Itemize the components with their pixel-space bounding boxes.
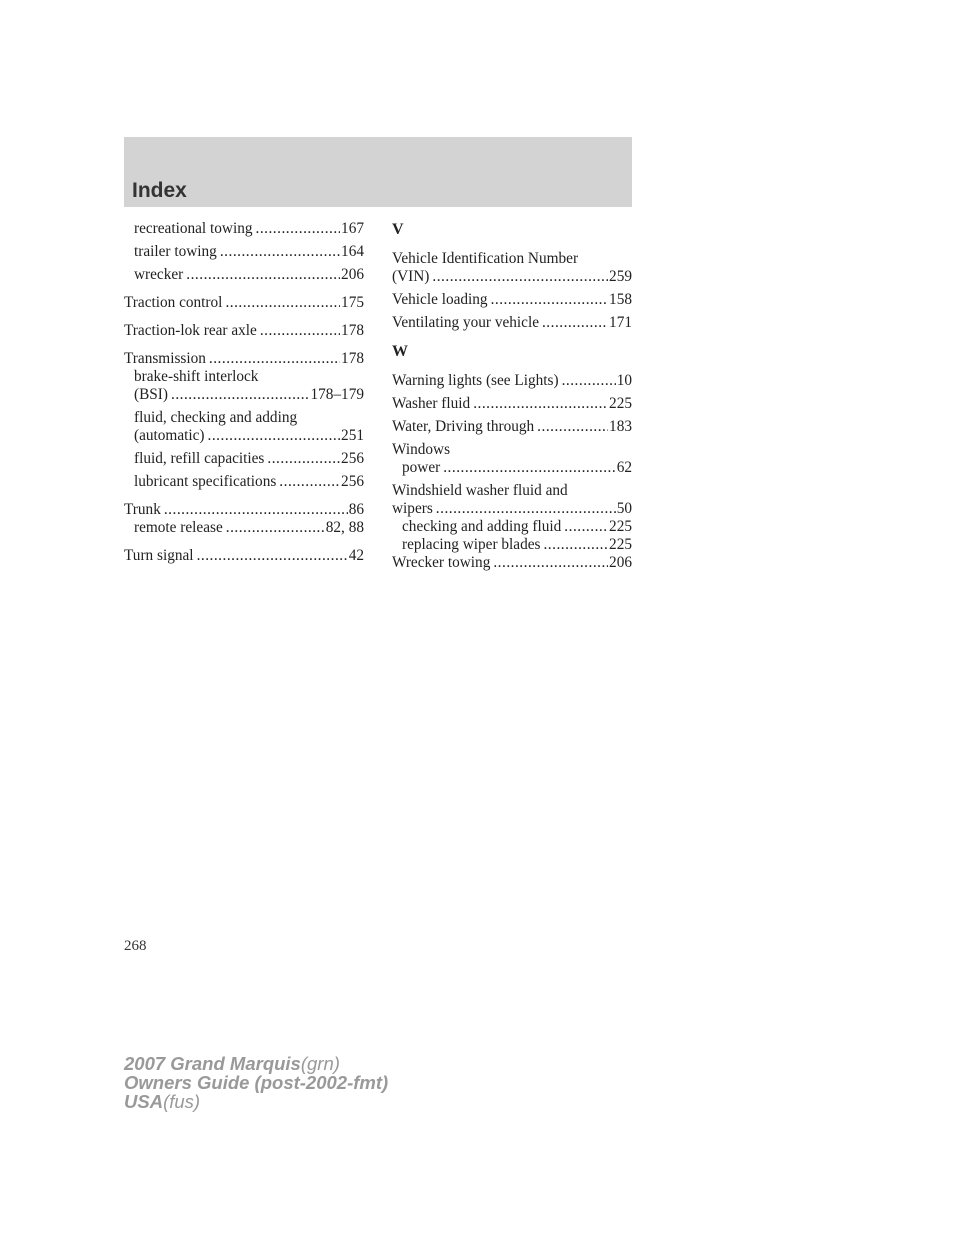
index-entry — [124, 350, 364, 368]
dot-leader — [542, 314, 608, 332]
index-entry — [392, 554, 632, 572]
index-entry — [124, 501, 364, 519]
footer-line-1 — [124, 1054, 388, 1073]
index-page-ref: 158 — [609, 291, 632, 308]
index-heading: fluid, checking and adding — [134, 409, 298, 426]
index-entry — [392, 291, 632, 309]
index-entry — [124, 519, 364, 537]
dot-leader — [256, 220, 341, 238]
dot-leader — [537, 418, 608, 436]
index-heading: brake-shift interlock — [134, 368, 259, 385]
index-page-ref: 256 — [341, 450, 364, 467]
dot-leader — [171, 386, 309, 404]
dot-leader — [226, 519, 325, 537]
index-term: Transmission — [124, 350, 206, 367]
index-entry — [124, 243, 364, 261]
index-page-ref: 178 — [341, 350, 364, 367]
dot-leader — [260, 322, 340, 340]
index-section-letter: W — [392, 343, 408, 360]
index-column-right — [392, 220, 632, 572]
footer-model-code: (grn) — [300, 1053, 340, 1074]
index-entry — [124, 322, 364, 340]
index-page-ref: 167 — [341, 220, 364, 237]
dot-leader — [197, 547, 348, 565]
dot-leader — [220, 243, 340, 261]
index-term: Vehicle loading — [392, 291, 488, 308]
index-entry — [392, 518, 632, 536]
footer-line-2 — [124, 1073, 388, 1092]
index-page-ref: 251 — [341, 427, 364, 444]
footer-model: 2007 Grand Marquis — [124, 1053, 301, 1074]
index-term: wipers — [392, 500, 433, 517]
index-page-ref: 171 — [609, 314, 632, 331]
dot-leader — [562, 372, 616, 390]
index-term: lubricant specifications — [134, 473, 277, 490]
index-term: wrecker — [134, 266, 184, 283]
index-entry — [392, 459, 632, 477]
dot-leader — [493, 554, 608, 572]
index-page-ref: 225 — [609, 518, 632, 535]
index-entry — [392, 500, 632, 518]
dot-leader — [436, 500, 616, 518]
dot-leader — [225, 294, 340, 312]
index-entry — [124, 386, 364, 404]
index-entry — [124, 450, 364, 468]
index-page-ref: 206 — [341, 266, 364, 283]
index-term: Wrecker towing — [392, 554, 491, 571]
index-section-letter: V — [392, 221, 404, 238]
dot-leader — [279, 473, 340, 491]
index-entry — [392, 268, 632, 286]
index-term: Ventilating your vehicle — [392, 314, 539, 331]
index-term: trailer towing — [134, 243, 217, 260]
index-page-ref: 42 — [348, 547, 364, 564]
index-column-left — [124, 220, 364, 565]
dot-leader — [208, 427, 341, 445]
index-term: Traction-lok rear axle — [124, 322, 257, 339]
index-entry — [124, 294, 364, 312]
index-heading: Vehicle Identification Number — [392, 250, 579, 267]
index-term: (BSI) — [134, 386, 168, 403]
dot-leader — [443, 459, 615, 477]
index-page-ref: 86 — [348, 501, 364, 518]
footer — [124, 1054, 388, 1111]
index-term: Washer fluid — [392, 395, 471, 412]
index-entry — [392, 372, 632, 390]
footer-market-code: (fus) — [163, 1091, 201, 1112]
index-term: power — [402, 459, 441, 476]
dot-leader — [473, 395, 608, 413]
footer-line-3 — [124, 1092, 388, 1111]
index-page-ref: 206 — [609, 554, 632, 571]
index-term: recreational towing — [134, 220, 253, 237]
index-page-ref: 225 — [609, 395, 632, 412]
index-term: Trunk — [124, 501, 161, 518]
index-page-ref: 10 — [616, 372, 632, 389]
index-term: Warning lights (see Lights) — [392, 372, 559, 389]
index-term: (VIN) — [392, 268, 430, 285]
page-title: Index — [132, 179, 187, 202]
index-entry — [124, 266, 364, 284]
index-entry — [392, 536, 632, 554]
index-entry — [124, 220, 364, 238]
index-page-ref: 183 — [609, 418, 632, 435]
dot-leader — [432, 268, 608, 286]
dot-leader — [164, 501, 348, 519]
index-page-ref: 178 — [341, 322, 364, 339]
dot-leader — [491, 291, 608, 309]
index-page-ref: 225 — [609, 536, 632, 553]
index-entry — [392, 418, 632, 436]
footer-market: USA — [124, 1091, 164, 1112]
index-term: replacing wiper blades — [402, 536, 541, 553]
index-heading: Windshield washer fluid and — [392, 482, 568, 499]
index-page-ref: 50 — [616, 500, 632, 517]
index-term: checking and adding fluid — [402, 518, 562, 535]
index-page-ref: 178–179 — [310, 386, 364, 403]
index-term: Water, Driving through — [392, 418, 535, 435]
index-entry — [124, 473, 364, 491]
dot-leader — [267, 450, 340, 468]
index-term: Traction control — [124, 294, 223, 311]
dot-leader — [209, 350, 340, 368]
header-band — [124, 137, 632, 207]
index-page-ref: 259 — [609, 268, 632, 285]
index-entry — [392, 395, 632, 413]
footer-guide: Owners Guide (post-2002-fmt) — [124, 1072, 389, 1093]
index-heading: Windows — [392, 441, 451, 458]
index-page-ref: 82, 88 — [325, 519, 364, 536]
index-entry — [124, 547, 364, 565]
page-number: 268 — [124, 938, 147, 954]
index-page-ref: 256 — [341, 473, 364, 490]
index-page-ref: 62 — [616, 459, 632, 476]
index-term: (automatic) — [134, 427, 205, 444]
index-entry — [392, 314, 632, 332]
dot-leader — [186, 266, 340, 284]
index-term: Turn signal — [124, 547, 194, 564]
dot-leader — [564, 518, 608, 536]
index-page-ref: 164 — [341, 243, 364, 260]
index-term: remote release — [134, 519, 223, 536]
dot-leader — [543, 536, 608, 554]
index-term: fluid, refill capacities — [134, 450, 265, 467]
index-page-ref: 175 — [341, 294, 364, 311]
index-entry — [124, 427, 364, 445]
